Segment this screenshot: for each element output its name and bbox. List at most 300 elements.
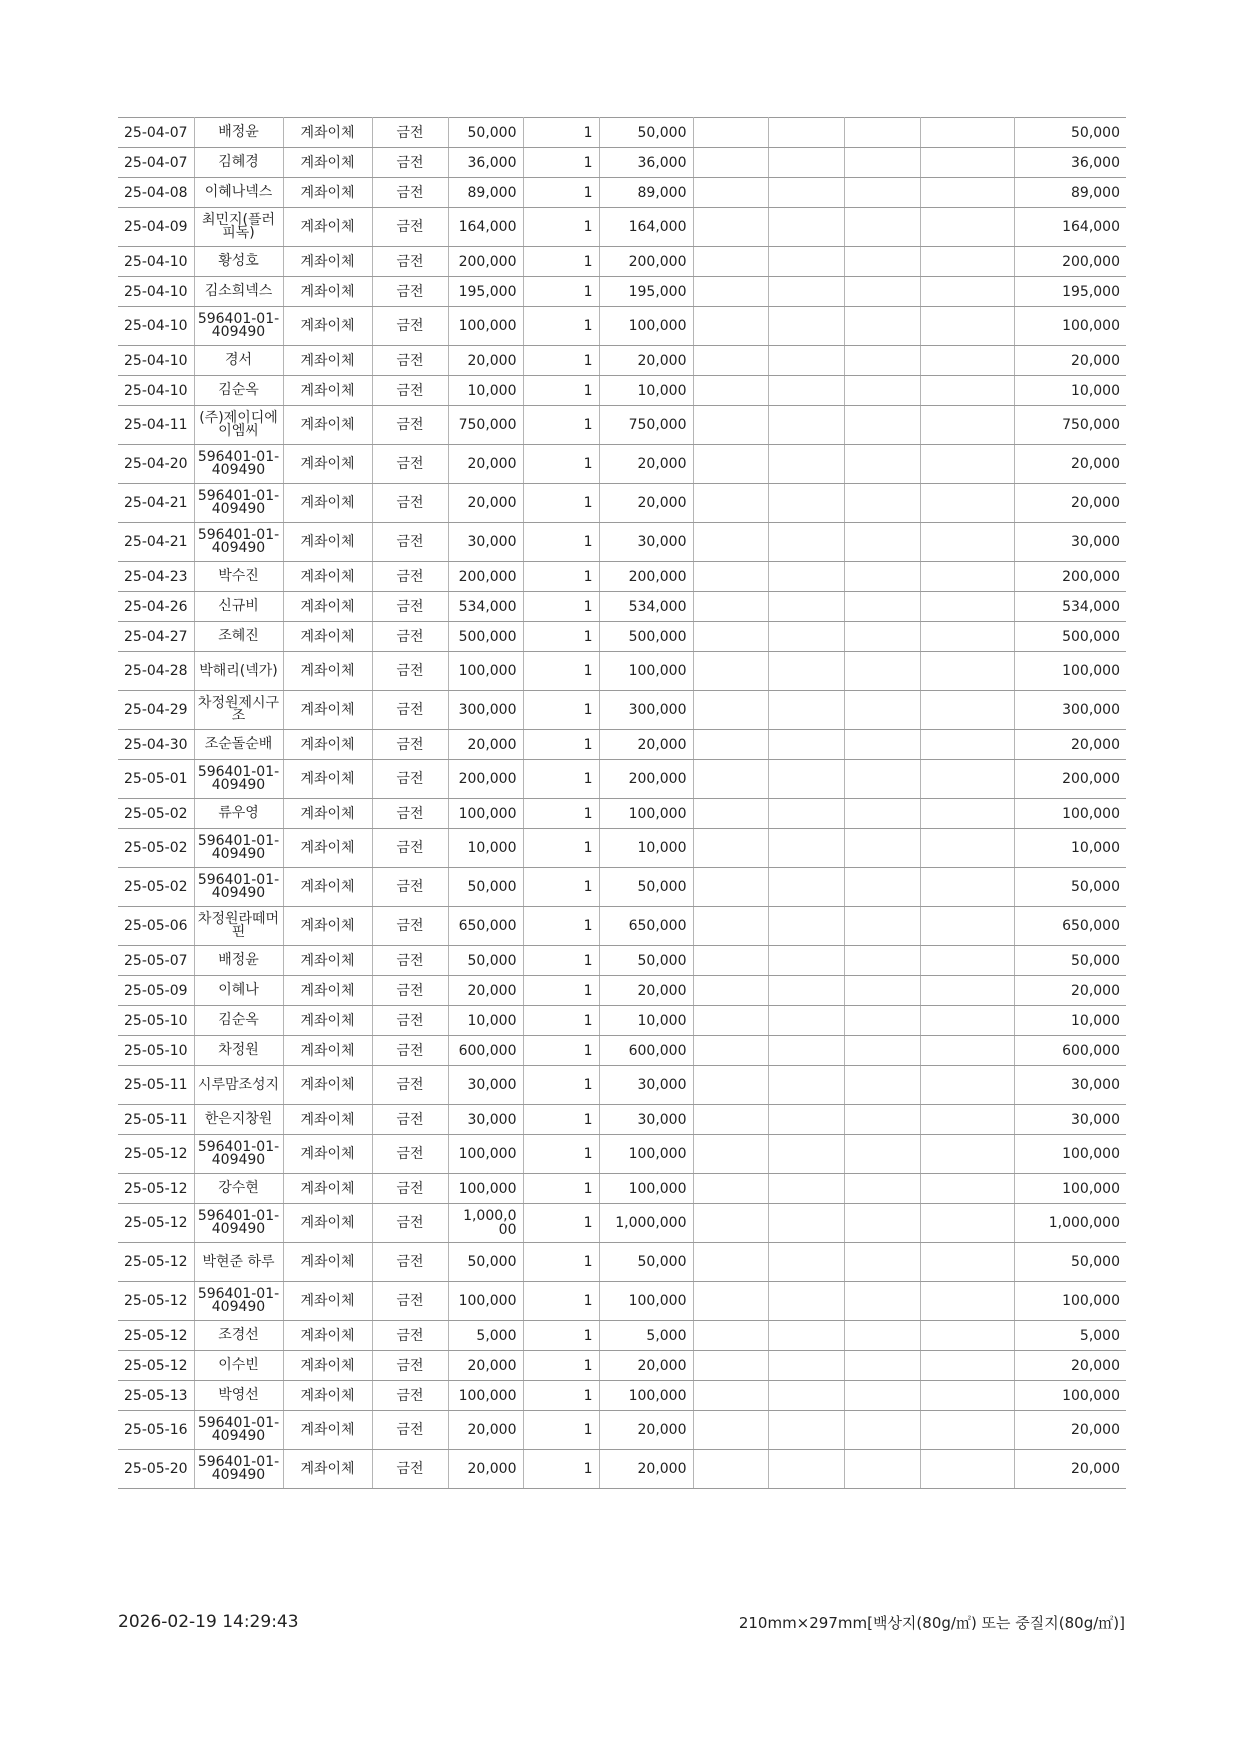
cell-quantity: 1 [523,622,599,652]
cell-type: 금전 [372,307,448,346]
cell-empty [844,622,920,652]
cell-quantity: 1 [523,1282,599,1321]
cell-empty [768,445,844,484]
cell-quantity: 1 [523,1243,599,1282]
cell-type: 금전 [372,1006,448,1036]
cell-empty [920,1036,1014,1066]
cell-empty [693,484,768,523]
cell-empty [920,1135,1014,1174]
cell-date: 25-05-11 [118,1105,194,1135]
cell-unit-price: 164,000 [448,208,523,247]
cell-name: 596401-01-409490 [194,760,283,799]
cell-total: 300,000 [1014,691,1126,730]
cell-name: 596401-01-409490 [194,1135,283,1174]
cell-name: 류우영 [194,799,283,829]
cell-empty [920,1204,1014,1243]
cell-empty [693,799,768,829]
cell-empty [844,1450,920,1489]
cell-name: 최민지(플러피독) [194,208,283,247]
cell-name: 박수진 [194,562,283,592]
table-row [118,376,1126,406]
table-row [118,1351,1126,1381]
cell-type: 금전 [372,1066,448,1105]
cell-empty [768,907,844,946]
cell-empty [693,592,768,622]
table-row [118,1174,1126,1204]
cell-quantity: 1 [523,376,599,406]
paper-spec: 210mm×297mm[백상지(80g/㎡) 또는 중질지(80g/㎡)] [738,1614,1125,1632]
cell-total: 100,000 [1014,1135,1126,1174]
cell-empty [844,484,920,523]
cell-empty [768,976,844,1006]
cell-empty [768,868,844,907]
cell-method: 계좌이체 [283,346,372,376]
cell-total: 164,000 [1014,208,1126,247]
cell-empty [693,730,768,760]
cell-method: 계좌이체 [283,1282,372,1321]
cell-date: 25-05-07 [118,946,194,976]
cell-empty [920,1321,1014,1351]
cell-date: 25-04-27 [118,622,194,652]
cell-date: 25-05-11 [118,1066,194,1105]
cell-empty [844,592,920,622]
cell-empty [693,1135,768,1174]
cell-method: 계좌이체 [283,307,372,346]
cell-quantity: 1 [523,1450,599,1489]
cell-name: 596401-01-409490 [194,484,283,523]
cell-amount: 500,000 [599,622,693,652]
cell-total: 100,000 [1014,799,1126,829]
cell-empty [768,1066,844,1105]
cell-date: 25-05-16 [118,1411,194,1450]
cell-type: 금전 [372,1450,448,1489]
cell-name: 차정원 [194,1036,283,1066]
cell-unit-price: 10,000 [448,829,523,868]
cell-total: 20,000 [1014,445,1126,484]
cell-type: 금전 [372,1381,448,1411]
cell-method: 계좌이체 [283,1204,372,1243]
cell-empty [693,946,768,976]
cell-date: 25-05-12 [118,1135,194,1174]
cell-type: 금전 [372,562,448,592]
cell-date: 25-05-13 [118,1381,194,1411]
cell-empty [768,1321,844,1351]
cell-empty [844,445,920,484]
cell-total: 50,000 [1014,868,1126,907]
cell-total: 50,000 [1014,118,1126,148]
cell-empty [844,868,920,907]
cell-empty [768,1351,844,1381]
cell-empty [693,1006,768,1036]
cell-name: 박현준 하루 [194,1243,283,1282]
cell-empty [920,445,1014,484]
cell-empty [693,148,768,178]
cell-method: 계좌이체 [283,376,372,406]
cell-type: 금전 [372,829,448,868]
cell-method: 계좌이체 [283,484,372,523]
cell-quantity: 1 [523,562,599,592]
cell-empty [920,208,1014,247]
cell-date: 25-05-10 [118,1036,194,1066]
donation-ledger-table [118,117,1126,1489]
cell-unit-price: 195,000 [448,277,523,307]
cell-name: 김혜경 [194,148,283,178]
cell-date: 25-05-12 [118,1321,194,1351]
cell-empty [768,1174,844,1204]
table-row [118,1006,1126,1036]
cell-empty [693,445,768,484]
cell-total: 200,000 [1014,562,1126,592]
cell-empty [768,523,844,562]
cell-amount: 20,000 [599,1450,693,1489]
cell-name: 이수빈 [194,1351,283,1381]
table-row [118,1321,1126,1351]
cell-empty [693,760,768,799]
cell-quantity: 1 [523,1411,599,1450]
cell-empty [693,277,768,307]
cell-type: 금전 [372,1135,448,1174]
cell-amount: 20,000 [599,445,693,484]
cell-name: 박해리(넥가) [194,652,283,691]
cell-unit-price: 10,000 [448,376,523,406]
cell-unit-price: 100,000 [448,1381,523,1411]
cell-unit-price: 20,000 [448,1411,523,1450]
cell-type: 금전 [372,1282,448,1321]
cell-empty [920,277,1014,307]
cell-amount: 50,000 [599,1243,693,1282]
cell-method: 계좌이체 [283,1411,372,1450]
cell-method: 계좌이체 [283,976,372,1006]
cell-quantity: 1 [523,445,599,484]
cell-empty [768,1381,844,1411]
cell-quantity: 1 [523,247,599,277]
cell-type: 금전 [372,523,448,562]
table-row [118,1036,1126,1066]
print-timestamp: 2026-02-19 14:29:43 [118,1612,299,1632]
cell-empty [768,691,844,730]
cell-empty [693,907,768,946]
table-row [118,1411,1126,1450]
cell-empty [844,1204,920,1243]
cell-type: 금전 [372,346,448,376]
cell-quantity: 1 [523,1105,599,1135]
table-row [118,523,1126,562]
cell-type: 금전 [372,1411,448,1450]
cell-empty [844,691,920,730]
cell-quantity: 1 [523,1174,599,1204]
cell-empty [693,976,768,1006]
cell-empty [693,1450,768,1489]
cell-empty [844,976,920,1006]
cell-amount: 164,000 [599,208,693,247]
cell-empty [693,1351,768,1381]
cell-amount: 200,000 [599,562,693,592]
cell-total: 100,000 [1014,307,1126,346]
cell-name: 596401-01-409490 [194,523,283,562]
cell-method: 계좌이체 [283,178,372,208]
cell-name: 박영선 [194,1381,283,1411]
cell-unit-price: 30,000 [448,1066,523,1105]
cell-empty [693,652,768,691]
cell-quantity: 1 [523,178,599,208]
table-row [118,1135,1126,1174]
cell-amount: 650,000 [599,907,693,946]
cell-method: 계좌이체 [283,1135,372,1174]
cell-name: 이혜나넥스 [194,178,283,208]
cell-name: 차정원라떼머핀 [194,907,283,946]
cell-empty [768,307,844,346]
cell-type: 금전 [372,1351,448,1381]
cell-empty [693,622,768,652]
cell-empty [768,148,844,178]
cell-empty [768,1243,844,1282]
cell-total: 750,000 [1014,406,1126,445]
cell-empty [844,346,920,376]
cell-name: 조순돌순배 [194,730,283,760]
cell-empty [693,1411,768,1450]
cell-empty [920,376,1014,406]
cell-empty [844,1381,920,1411]
cell-amount: 10,000 [599,1006,693,1036]
cell-quantity: 1 [523,148,599,178]
cell-empty [844,730,920,760]
table-row [118,1105,1126,1135]
cell-empty [768,1105,844,1135]
cell-empty [920,1381,1014,1411]
cell-quantity: 1 [523,118,599,148]
cell-date: 25-05-12 [118,1174,194,1204]
cell-type: 금전 [372,652,448,691]
cell-name: 596401-01-409490 [194,1450,283,1489]
cell-method: 계좌이체 [283,1006,372,1036]
cell-empty [768,1411,844,1450]
cell-empty [768,1006,844,1036]
cell-empty [920,346,1014,376]
cell-empty [844,829,920,868]
table-row [118,868,1126,907]
cell-date: 25-05-12 [118,1243,194,1282]
cell-unit-price: 50,000 [448,946,523,976]
cell-name: 김순옥 [194,376,283,406]
cell-quantity: 1 [523,829,599,868]
cell-unit-price: 20,000 [448,976,523,1006]
cell-unit-price: 30,000 [448,1105,523,1135]
cell-name: 차정원제시구조 [194,691,283,730]
cell-type: 금전 [372,976,448,1006]
cell-empty [920,622,1014,652]
cell-empty [693,691,768,730]
cell-empty [693,523,768,562]
cell-quantity: 1 [523,652,599,691]
cell-empty [844,247,920,277]
cell-empty [768,592,844,622]
cell-empty [768,406,844,445]
cell-unit-price: 200,000 [448,562,523,592]
cell-method: 계좌이체 [283,1105,372,1135]
cell-name: 황성호 [194,247,283,277]
cell-date: 25-04-20 [118,445,194,484]
cell-date: 25-04-10 [118,247,194,277]
cell-amount: 20,000 [599,346,693,376]
cell-method: 계좌이체 [283,1174,372,1204]
cell-empty [920,562,1014,592]
cell-empty [844,946,920,976]
cell-method: 계좌이체 [283,148,372,178]
cell-empty [693,1243,768,1282]
table-row [118,946,1126,976]
cell-total: 20,000 [1014,1411,1126,1450]
cell-empty [768,1282,844,1321]
cell-empty [844,1105,920,1135]
table-row [118,691,1126,730]
cell-total: 100,000 [1014,1174,1126,1204]
cell-amount: 1,000,000 [599,1204,693,1243]
cell-quantity: 1 [523,406,599,445]
cell-empty [768,484,844,523]
cell-date: 25-05-02 [118,799,194,829]
cell-type: 금전 [372,907,448,946]
table-row [118,178,1126,208]
cell-name: 조혜진 [194,622,283,652]
cell-empty [768,622,844,652]
table-row [118,907,1126,946]
cell-empty [920,1411,1014,1450]
cell-method: 계좌이체 [283,592,372,622]
cell-amount: 200,000 [599,247,693,277]
cell-quantity: 1 [523,277,599,307]
cell-empty [844,406,920,445]
cell-amount: 200,000 [599,760,693,799]
cell-empty [693,868,768,907]
cell-quantity: 1 [523,1036,599,1066]
cell-date: 25-04-10 [118,307,194,346]
cell-name: 시루맘조성지 [194,1066,283,1105]
cell-type: 금전 [372,730,448,760]
cell-empty [768,247,844,277]
table-row [118,277,1126,307]
cell-unit-price: 5,000 [448,1321,523,1351]
cell-name: 배정윤 [194,946,283,976]
cell-type: 금전 [372,148,448,178]
cell-type: 금전 [372,1204,448,1243]
cell-empty [693,829,768,868]
cell-name: 신규비 [194,592,283,622]
cell-total: 10,000 [1014,1006,1126,1036]
cell-unit-price: 500,000 [448,622,523,652]
cell-empty [844,118,920,148]
cell-total: 100,000 [1014,1381,1126,1411]
cell-name: 김소희넥스 [194,277,283,307]
cell-amount: 30,000 [599,1105,693,1135]
cell-quantity: 1 [523,1351,599,1381]
cell-empty [920,1105,1014,1135]
cell-method: 계좌이체 [283,523,372,562]
cell-type: 금전 [372,868,448,907]
cell-quantity: 1 [523,1135,599,1174]
cell-unit-price: 36,000 [448,148,523,178]
cell-empty [768,1036,844,1066]
cell-method: 계좌이체 [283,1321,372,1351]
cell-method: 계좌이체 [283,208,372,247]
cell-empty [920,1351,1014,1381]
cell-type: 금전 [372,799,448,829]
cell-empty [693,1204,768,1243]
table-row [118,1381,1126,1411]
cell-unit-price: 100,000 [448,652,523,691]
cell-total: 195,000 [1014,277,1126,307]
table-row [118,829,1126,868]
cell-empty [693,247,768,277]
cell-empty [768,1450,844,1489]
cell-date: 25-05-01 [118,760,194,799]
cell-quantity: 1 [523,1066,599,1105]
table-row [118,484,1126,523]
cell-empty [844,1174,920,1204]
cell-method: 계좌이체 [283,406,372,445]
cell-empty [920,760,1014,799]
cell-empty [768,829,844,868]
cell-name: 596401-01-409490 [194,1411,283,1450]
cell-method: 계좌이체 [283,1036,372,1066]
cell-total: 20,000 [1014,1351,1126,1381]
cell-quantity: 1 [523,946,599,976]
cell-empty [844,562,920,592]
cell-method: 계좌이체 [283,1066,372,1105]
cell-empty [768,208,844,247]
cell-empty [920,907,1014,946]
table-row [118,799,1126,829]
cell-empty [920,406,1014,445]
cell-total: 500,000 [1014,622,1126,652]
cell-amount: 534,000 [599,592,693,622]
cell-quantity: 1 [523,1321,599,1351]
cell-method: 계좌이체 [283,799,372,829]
cell-empty [768,376,844,406]
cell-type: 금전 [372,118,448,148]
cell-empty [693,376,768,406]
cell-unit-price: 50,000 [448,868,523,907]
cell-empty [920,829,1014,868]
cell-name: 이혜나 [194,976,283,1006]
cell-empty [768,946,844,976]
cell-empty [920,1174,1014,1204]
cell-type: 금전 [372,1321,448,1351]
cell-type: 금전 [372,445,448,484]
cell-total: 600,000 [1014,1036,1126,1066]
cell-empty [844,1243,920,1282]
cell-name: 596401-01-409490 [194,1282,283,1321]
cell-total: 200,000 [1014,760,1126,799]
cell-empty [920,946,1014,976]
cell-quantity: 1 [523,1204,599,1243]
cell-date: 25-04-30 [118,730,194,760]
cell-method: 계좌이체 [283,1351,372,1381]
cell-name: 배정윤 [194,118,283,148]
cell-total: 200,000 [1014,247,1126,277]
cell-method: 계좌이체 [283,868,372,907]
cell-empty [693,346,768,376]
cell-unit-price: 650,000 [448,907,523,946]
cell-empty [768,118,844,148]
cell-empty [920,148,1014,178]
table-row [118,1282,1126,1321]
cell-quantity: 1 [523,760,599,799]
cell-unit-price: 1,000,000 [448,1204,523,1243]
cell-unit-price: 50,000 [448,1243,523,1282]
table-row [118,1450,1126,1489]
cell-total: 36,000 [1014,148,1126,178]
cell-amount: 100,000 [599,1135,693,1174]
